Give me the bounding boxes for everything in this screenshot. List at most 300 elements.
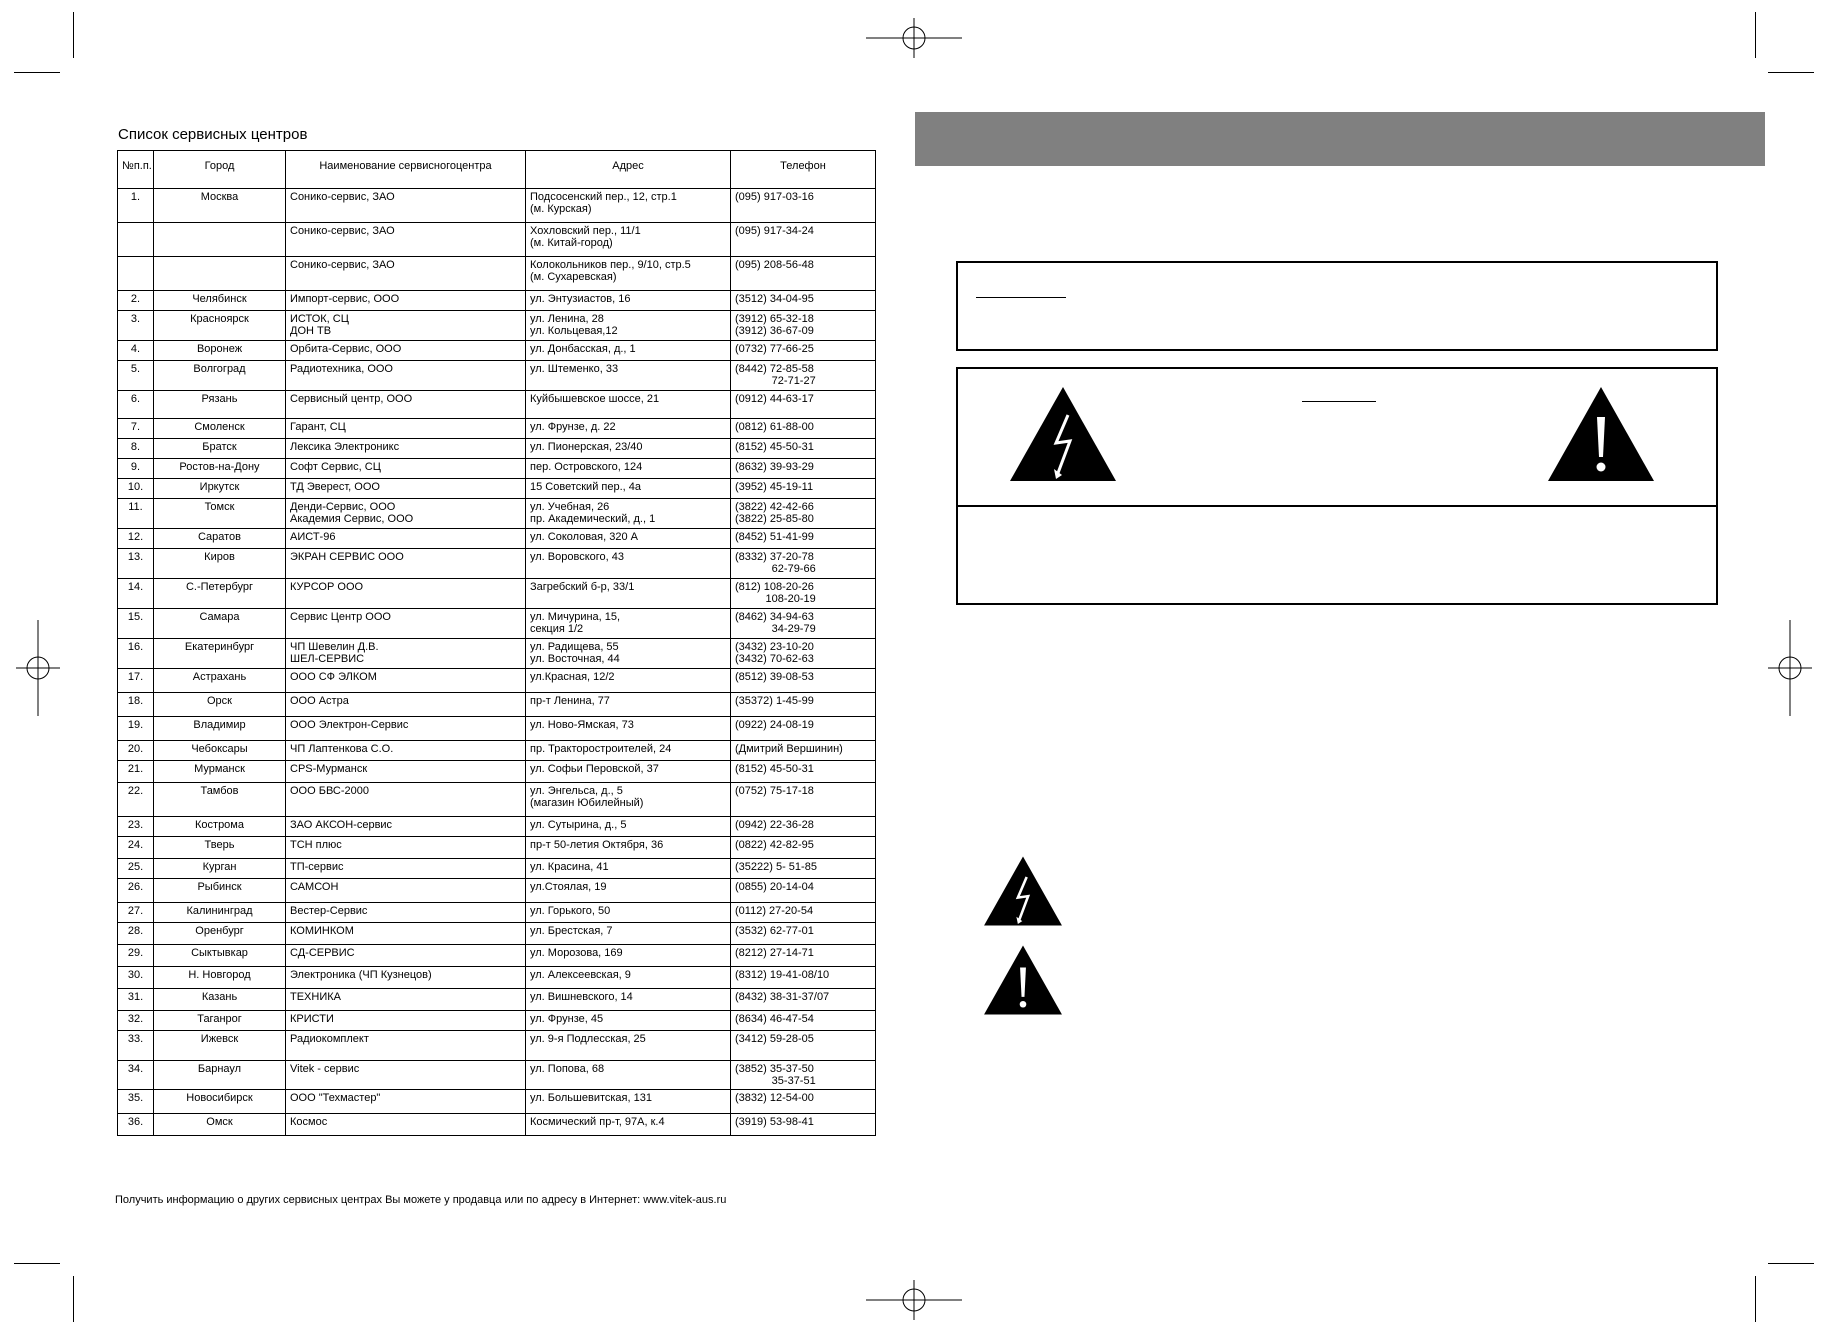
table-header-row <box>118 151 876 189</box>
center-name-cell <box>286 1061 526 1090</box>
center-name-cell-line: ООО "Техмастер" <box>290 1092 381 1104</box>
city-cell: Томск <box>154 499 286 529</box>
registration-mark <box>1768 620 1812 716</box>
row-number: 1. <box>118 189 154 223</box>
address-cell-line: ул. Большевитская, 131 <box>530 1092 652 1104</box>
table-row <box>118 837 876 859</box>
table-row <box>118 291 876 311</box>
address-cell-line: ул. Штеменко, 33 <box>530 363 619 375</box>
phone-cell-line: 35-37-51 <box>735 1075 816 1087</box>
address-cell-line: секция 1/2 <box>530 623 584 635</box>
row-number: 16. <box>118 639 154 669</box>
phone-cell-line: (3512) 34-04-95 <box>735 293 814 305</box>
phone-cell-line: (0112) 27-20-54 <box>735 905 814 917</box>
table-row <box>118 311 876 341</box>
center-name-cell-line: САМСОН <box>290 881 339 893</box>
center-name-cell <box>286 879 526 903</box>
center-name-cell <box>286 439 526 459</box>
center-name-cell <box>286 859 526 879</box>
registration-mark <box>16 620 60 716</box>
table-row <box>118 391 876 419</box>
row-number: 27. <box>118 903 154 923</box>
phone-cell-line: (35222) 5- 51-85 <box>735 861 817 873</box>
address-cell-line: ул. Фрунзе, 45 <box>530 1013 604 1025</box>
notice-underline <box>976 297 1066 298</box>
phone-cell-line: 62-79-66 <box>735 563 816 575</box>
row-number: 25. <box>118 859 154 879</box>
table-row <box>118 639 876 669</box>
phone-cell-line: 108-20-19 <box>735 593 816 605</box>
city-cell: Оренбург <box>154 923 286 945</box>
center-name-cell-line: Сонико-сервис, ЗАО <box>290 259 395 271</box>
center-name-cell <box>286 223 526 257</box>
table-row <box>118 189 876 223</box>
phone-cell-line: (8462) 34-94-63 <box>735 611 814 623</box>
row-number: 15. <box>118 609 154 639</box>
center-name-cell <box>286 499 526 529</box>
phone-cell-line: (35372) 1-45-99 <box>735 695 814 707</box>
address-cell <box>526 761 731 783</box>
table-row <box>118 783 876 817</box>
center-name-cell-line: ЗАО АКСОН-сервис <box>290 819 393 831</box>
city-cell: Москва <box>154 189 286 223</box>
city-cell: Тамбов <box>154 783 286 817</box>
phone-cell-line: 72-71-27 <box>735 375 816 387</box>
city-cell: Саратов <box>154 529 286 549</box>
center-name-cell-line: ЧП Шевелин Д.В. <box>290 641 379 653</box>
address-cell <box>526 291 731 311</box>
center-name-cell <box>286 1031 526 1061</box>
phone-cell <box>731 923 876 945</box>
address-cell <box>526 257 731 291</box>
row-number: 23. <box>118 817 154 837</box>
city-cell: Таганрог <box>154 1011 286 1031</box>
center-name-cell-line: Академия Сервис, ООО <box>290 513 414 525</box>
city-cell: Казань <box>154 989 286 1011</box>
row-number: 11. <box>118 499 154 529</box>
lightning-warning-icon <box>982 855 1064 927</box>
exclamation-warning-icon <box>1546 385 1656 483</box>
table-row <box>118 223 876 257</box>
address-cell <box>526 1061 731 1090</box>
city-cell: Иркутск <box>154 479 286 499</box>
center-name-cell <box>286 479 526 499</box>
address-cell-line: ул. Учебная, 26 <box>530 501 610 513</box>
center-name-cell <box>286 989 526 1011</box>
phone-cell <box>731 639 876 669</box>
header-city: Город <box>154 151 286 189</box>
center-name-cell <box>286 669 526 693</box>
header-address: Адрес <box>526 151 731 189</box>
center-name-cell-line: АИСТ-96 <box>290 531 336 543</box>
center-name-cell-line: ООО Астра <box>290 695 349 707</box>
center-name-cell <box>286 257 526 291</box>
city-cell: Киров <box>154 549 286 579</box>
phone-cell <box>731 945 876 967</box>
table-body <box>118 189 876 1136</box>
address-cell <box>526 189 731 223</box>
phone-cell-line: (3852) 35-37-50 <box>735 1063 814 1075</box>
phone-cell-line: (3912) 36-67-09 <box>735 325 814 337</box>
address-cell-line: ул. Воровского, 43 <box>530 551 624 563</box>
address-cell-line: (м. Китай-город) <box>530 237 613 249</box>
address-cell-line: ул. Донбасская, д., 1 <box>530 343 636 355</box>
table-row <box>118 879 876 903</box>
table-row <box>118 693 876 717</box>
row-number: 3. <box>118 311 154 341</box>
center-name-cell-line: Сервисный центр, ООО <box>290 393 413 405</box>
phone-cell-line: (8634) 46-47-54 <box>735 1013 814 1025</box>
address-cell-line: пер. Островского, 124 <box>530 461 643 473</box>
address-cell <box>526 783 731 817</box>
row-number: 7. <box>118 419 154 439</box>
center-name-cell <box>286 923 526 945</box>
center-name-cell-line: ООО БВС-2000 <box>290 785 369 797</box>
center-name-cell-line: КРИСТИ <box>290 1013 334 1025</box>
address-cell-line: ул. Софьи Перовской, 37 <box>530 763 659 775</box>
address-cell-line: ул. Пионерская, 23/40 <box>530 441 643 453</box>
address-cell <box>526 669 731 693</box>
city-cell: Рыбинск <box>154 879 286 903</box>
section-header-bar <box>915 112 1765 166</box>
phone-cell <box>731 609 876 639</box>
city-cell: Омск <box>154 1114 286 1136</box>
table-row <box>118 859 876 879</box>
address-cell-line: пр-т 50-летия Октября, 36 <box>530 839 664 851</box>
row-number: 24. <box>118 837 154 859</box>
phone-cell-line: (8212) 27-14-71 <box>735 947 814 959</box>
address-cell <box>526 639 731 669</box>
phone-cell-line: (8442) 72-85-58 <box>735 363 814 375</box>
phone-cell <box>731 1011 876 1031</box>
phone-cell-line: (8152) 45-50-31 <box>735 441 814 453</box>
phone-cell <box>731 189 876 223</box>
phone-cell-line: (0922) 24-08-19 <box>735 719 814 731</box>
row-number: 18. <box>118 693 154 717</box>
center-name-cell <box>286 341 526 361</box>
exclamation-warning-icon <box>982 944 1064 1016</box>
phone-cell <box>731 837 876 859</box>
address-cell-line: пр-т Ленина, 77 <box>530 695 610 707</box>
table-row <box>118 741 876 761</box>
city-cell: Братск <box>154 439 286 459</box>
row-number: 5. <box>118 361 154 391</box>
address-cell-line: (м. Сухаревская) <box>530 271 617 283</box>
city-cell: Тверь <box>154 837 286 859</box>
address-cell <box>526 967 731 989</box>
city-cell: Красноярск <box>154 311 286 341</box>
crop-mark <box>73 1276 74 1322</box>
table-row <box>118 1061 876 1090</box>
city-cell: Новосибирск <box>154 1090 286 1114</box>
city-cell: Астрахань <box>154 669 286 693</box>
phone-cell-line: (3919) 53-98-41 <box>735 1116 814 1128</box>
center-name-cell-line: Космос <box>290 1116 328 1128</box>
address-cell <box>526 549 731 579</box>
table-row <box>118 499 876 529</box>
warning-box <box>956 367 1718 605</box>
phone-cell-line: (0732) 77-66-25 <box>735 343 814 355</box>
phone-cell-line: (0855) 20-14-04 <box>735 881 814 893</box>
address-cell-line: ул.Красная, 12/2 <box>530 671 615 683</box>
address-cell-line: ул. Сутырина, д., 5 <box>530 819 627 831</box>
phone-cell <box>731 223 876 257</box>
address-cell <box>526 837 731 859</box>
address-cell-line: ул. Горького, 50 <box>530 905 611 917</box>
phone-cell-line: (Дмитрий Вершинин) <box>735 743 843 755</box>
center-name-cell <box>286 291 526 311</box>
address-cell-line: ул. Мичурина, 15, <box>530 611 621 623</box>
center-name-cell <box>286 189 526 223</box>
address-cell-line: ул. 9-я Подлесская, 25 <box>530 1033 646 1045</box>
center-name-cell-line: Сонико-сервис, ЗАО <box>290 191 395 203</box>
address-cell-line: ул. Фрунзе, д. 22 <box>530 421 616 433</box>
center-name-cell <box>286 1011 526 1031</box>
address-cell <box>526 479 731 499</box>
address-cell-line: Хохловский пер., 11/1 <box>530 225 641 237</box>
warning-underline <box>1302 401 1376 402</box>
center-name-cell <box>286 459 526 479</box>
crop-mark <box>73 12 74 58</box>
phone-cell-line: (3822) 25-85-80 <box>735 513 814 525</box>
phone-cell <box>731 341 876 361</box>
center-name-cell-line: ИСТОК, СЦ <box>290 313 349 325</box>
row-number <box>118 257 154 291</box>
address-cell-line: ул. Алексеевская, 9 <box>530 969 631 981</box>
center-name-cell-line: КУРСОР ООО <box>290 581 364 593</box>
center-name-cell-line: ЧП Лаптенкова С.О. <box>290 743 394 755</box>
center-name-cell <box>286 529 526 549</box>
header-name: Наименование сервисногоцентра <box>286 151 526 189</box>
city-cell: Чебоксары <box>154 741 286 761</box>
address-cell <box>526 989 731 1011</box>
center-name-cell <box>286 1090 526 1114</box>
row-number: 32. <box>118 1011 154 1031</box>
phone-cell <box>731 529 876 549</box>
center-name-cell <box>286 717 526 741</box>
center-name-cell-line: Vitek - сервис <box>290 1063 360 1075</box>
row-number: 26. <box>118 879 154 903</box>
phone-cell <box>731 669 876 693</box>
phone-cell <box>731 549 876 579</box>
address-cell-line: ул. Ленина, 28 <box>530 313 604 325</box>
address-cell <box>526 923 731 945</box>
center-name-cell-line: КОМИНКОМ <box>290 925 354 937</box>
table-row <box>118 439 876 459</box>
crop-mark <box>14 1263 60 1264</box>
warning-divider <box>958 505 1716 507</box>
center-name-cell <box>286 903 526 923</box>
city-cell: Калининград <box>154 903 286 923</box>
address-cell <box>526 741 731 761</box>
city-cell: Ростов-на-Дону <box>154 459 286 479</box>
center-name-cell <box>286 1114 526 1136</box>
phone-cell-line: (8312) 19-41-08/10 <box>735 969 830 981</box>
city-cell: Владимир <box>154 717 286 741</box>
phone-cell-line: (3822) 42-42-66 <box>735 501 814 513</box>
city-cell: Самара <box>154 609 286 639</box>
center-name-cell-line: Импорт-сервис, ООО <box>290 293 400 305</box>
row-number: 2. <box>118 291 154 311</box>
center-name-cell-line: Орбита-Сервис, ООО <box>290 343 402 355</box>
row-number: 29. <box>118 945 154 967</box>
table-row <box>118 923 876 945</box>
phone-cell <box>731 1114 876 1136</box>
phone-cell-line: (3412) 59-28-05 <box>735 1033 814 1045</box>
table-row <box>118 1031 876 1061</box>
center-name-cell-line: Денди-Сервис, ООО <box>290 501 396 513</box>
phone-cell <box>731 817 876 837</box>
row-number: 19. <box>118 717 154 741</box>
table-row <box>118 419 876 439</box>
phone-cell <box>731 579 876 609</box>
address-cell <box>526 459 731 479</box>
city-cell: Ижевск <box>154 1031 286 1061</box>
address-cell-line: ул. Радищева, 55 <box>530 641 619 653</box>
row-number: 17. <box>118 669 154 693</box>
row-number: 4. <box>118 341 154 361</box>
address-cell <box>526 499 731 529</box>
address-cell-line: Куйбышевское шоссе, 21 <box>530 393 660 405</box>
center-name-cell-line: Радиотехника, ООО <box>290 363 393 375</box>
phone-cell-line: (0812) 61-88-00 <box>735 421 814 433</box>
row-number: 28. <box>118 923 154 945</box>
phone-cell-line: 34-29-79 <box>735 623 816 635</box>
center-name-cell <box>286 693 526 717</box>
list-title: Список сервисных центров <box>118 126 308 143</box>
address-cell <box>526 609 731 639</box>
phone-cell <box>731 879 876 903</box>
phone-cell-line: (8152) 45-50-31 <box>735 763 814 775</box>
registration-mark <box>866 1280 962 1320</box>
city-cell <box>154 257 286 291</box>
center-name-cell <box>286 945 526 967</box>
address-cell-line: ул. Красина, 41 <box>530 861 609 873</box>
center-name-cell-line: Софт Сервис, СЦ <box>290 461 381 473</box>
center-name-cell <box>286 579 526 609</box>
center-name-cell <box>286 639 526 669</box>
address-cell <box>526 1114 731 1136</box>
center-name-cell <box>286 419 526 439</box>
address-cell-line: (м. Курская) <box>530 203 592 215</box>
phone-cell-line: (3432) 23-10-20 <box>735 641 814 653</box>
address-cell <box>526 361 731 391</box>
address-cell-line: Колокольников пер., 9/10, стр.5 <box>530 259 691 271</box>
row-number: 21. <box>118 761 154 783</box>
phone-cell-line: (812) 108-20-26 <box>735 581 814 593</box>
center-name-cell-line: Сонико-сервис, ЗАО <box>290 225 395 237</box>
city-cell: Сыктывкар <box>154 945 286 967</box>
table-row <box>118 967 876 989</box>
city-cell: Мурманск <box>154 761 286 783</box>
address-cell-line: ул. Кольцевая,12 <box>530 325 618 337</box>
city-cell: Рязань <box>154 391 286 419</box>
phone-cell <box>731 1031 876 1061</box>
city-cell: Кострома <box>154 817 286 837</box>
phone-cell <box>731 741 876 761</box>
phone-cell <box>731 761 876 783</box>
center-name-cell-line: Гарант, СЦ <box>290 421 346 433</box>
center-name-cell <box>286 761 526 783</box>
table-row <box>118 341 876 361</box>
city-cell: Орск <box>154 693 286 717</box>
table-row <box>118 479 876 499</box>
phone-cell <box>731 1061 876 1090</box>
phone-cell-line: (0942) 22-36-28 <box>735 819 814 831</box>
phone-cell-line: (095) 917-03-16 <box>735 191 814 203</box>
center-name-cell-line: CPS-Мурманск <box>290 763 368 775</box>
crop-mark <box>1768 72 1814 73</box>
table-row <box>118 717 876 741</box>
center-name-cell-line: Лексика Электроникс <box>290 441 400 453</box>
phone-cell <box>731 459 876 479</box>
address-cell <box>526 1090 731 1114</box>
address-cell-line: ул. Вишневского, 14 <box>530 991 633 1003</box>
crop-mark <box>1755 12 1756 58</box>
address-cell-line: пр. Тракторостроителей, 24 <box>530 743 672 755</box>
phone-cell <box>731 989 876 1011</box>
table-row <box>118 529 876 549</box>
address-cell <box>526 579 731 609</box>
city-cell: С.-Петербург <box>154 579 286 609</box>
phone-cell-line: (095) 917-34-24 <box>735 225 814 237</box>
address-cell-line: ул. Энгельса, д., 5 <box>530 785 623 797</box>
address-cell-line: ул.Стоялая, 19 <box>530 881 607 893</box>
address-cell <box>526 859 731 879</box>
phone-cell-line: (3912) 65-32-18 <box>735 313 814 325</box>
phone-cell-line: (0822) 42-82-95 <box>735 839 814 851</box>
crop-mark <box>14 72 60 73</box>
center-name-cell <box>286 549 526 579</box>
phone-cell <box>731 311 876 341</box>
phone-cell <box>731 479 876 499</box>
address-cell-line: Космический пр-т, 97А, к.4 <box>530 1116 665 1128</box>
table-row <box>118 669 876 693</box>
phone-cell-line: (3532) 62-77-01 <box>735 925 814 937</box>
phone-cell-line: (8632) 39-93-29 <box>735 461 814 473</box>
address-cell-line: ул. Брестская, 7 <box>530 925 613 937</box>
center-name-cell-line: ЭКРАН СЕРВИС ООО <box>290 551 404 563</box>
address-cell-line: ул. Ново-Ямская, 73 <box>530 719 634 731</box>
phone-cell <box>731 499 876 529</box>
phone-cell <box>731 291 876 311</box>
center-name-cell-line: ДОН ТВ <box>290 325 332 337</box>
registration-mark <box>866 18 962 58</box>
phone-cell <box>731 967 876 989</box>
city-cell: Курган <box>154 859 286 879</box>
address-cell-line: (магазин Юбилейный) <box>530 797 644 809</box>
phone-cell <box>731 1090 876 1114</box>
city-cell: Н. Новгород <box>154 967 286 989</box>
phone-cell <box>731 717 876 741</box>
table-row <box>118 945 876 967</box>
address-cell-line: ул. Энтузиастов, 16 <box>530 293 631 305</box>
phone-cell <box>731 859 876 879</box>
phone-cell <box>731 439 876 459</box>
phone-cell <box>731 419 876 439</box>
center-name-cell-line: СД-СЕРВИС <box>290 947 355 959</box>
address-cell <box>526 879 731 903</box>
address-cell <box>526 1011 731 1031</box>
center-name-cell-line: ТСН плюс <box>290 839 342 851</box>
phone-cell-line: (3952) 45-19-11 <box>735 481 814 493</box>
phone-cell-line: (8512) 39-08-53 <box>735 671 814 683</box>
address-cell <box>526 311 731 341</box>
row-number: 34. <box>118 1061 154 1090</box>
address-cell-line: 15 Советский пер., 4а <box>530 481 641 493</box>
center-name-cell <box>286 311 526 341</box>
center-name-cell <box>286 837 526 859</box>
